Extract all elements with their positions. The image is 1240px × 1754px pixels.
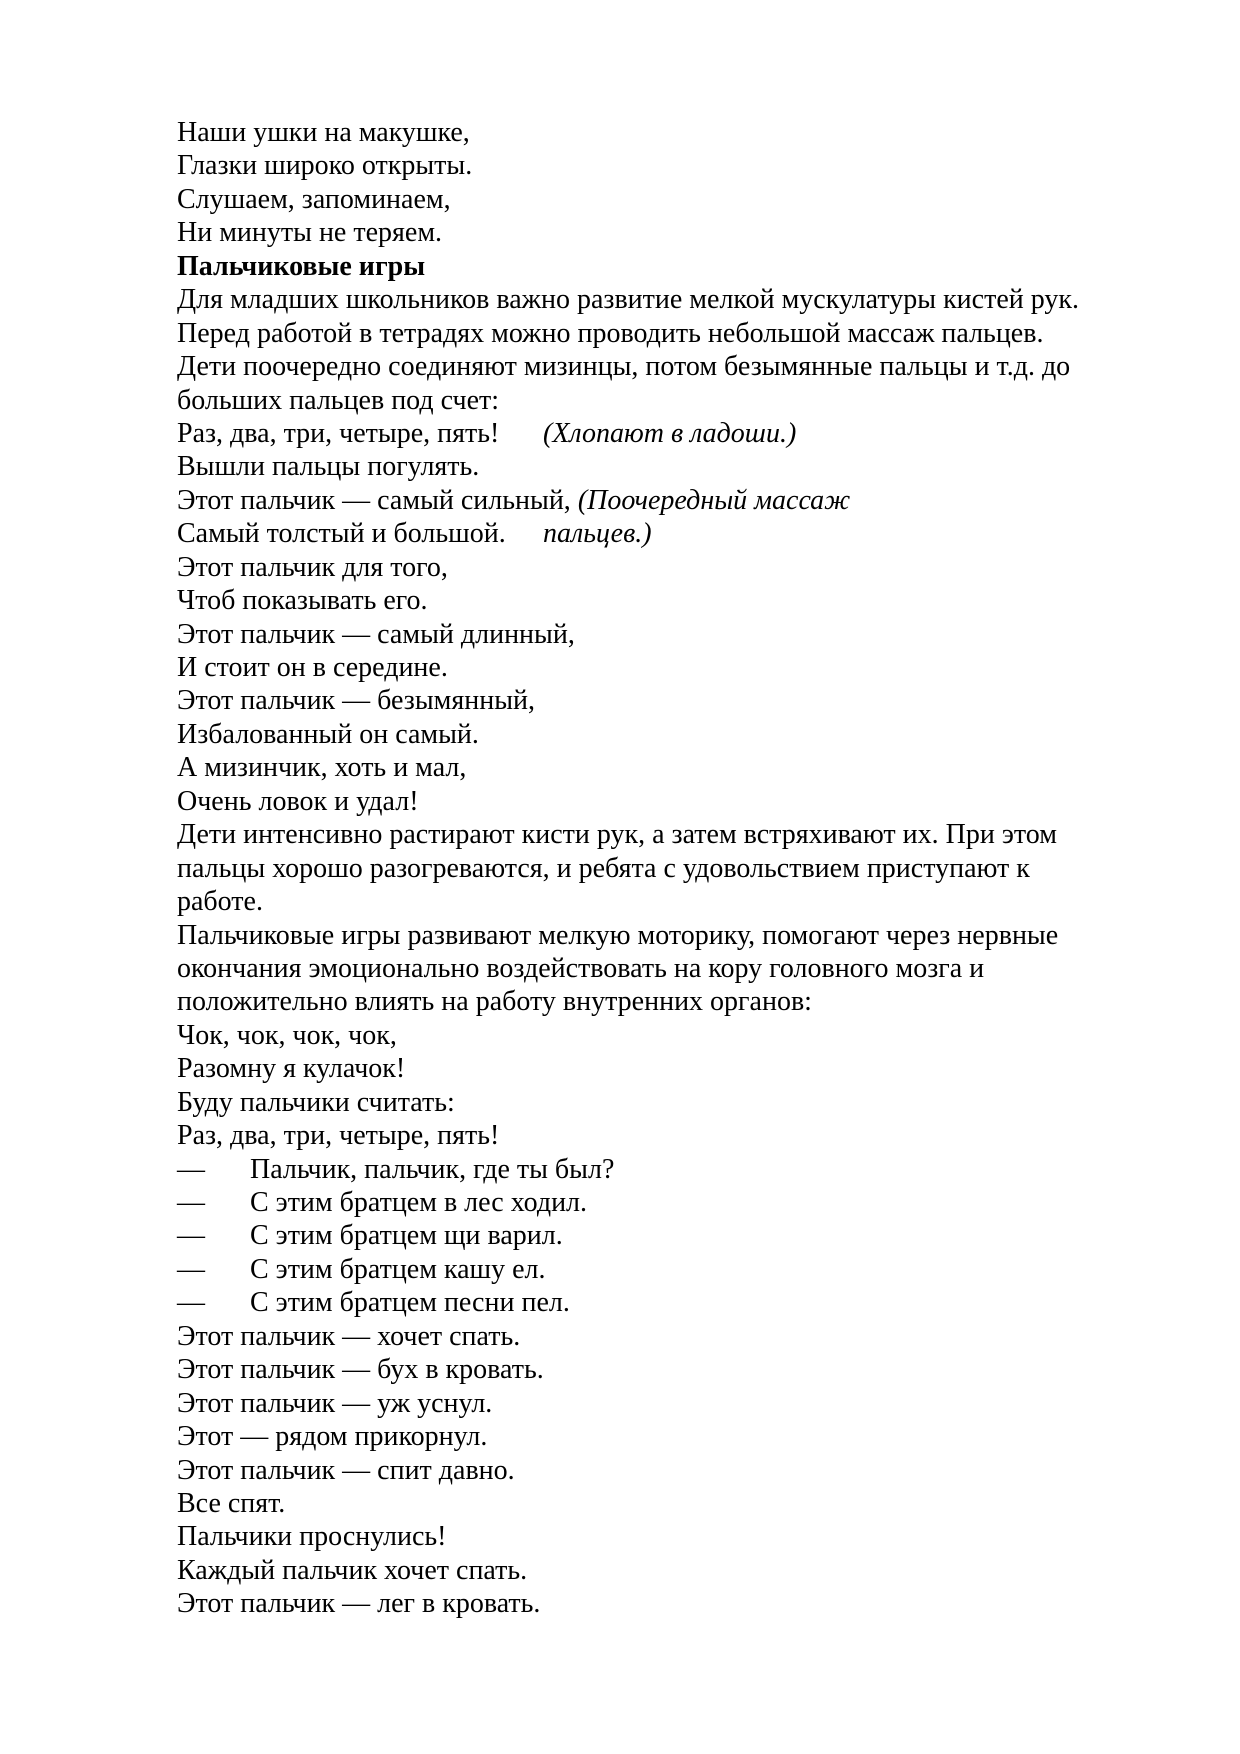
text-line: Очень ловок и удал! [177,785,419,817]
dash-line-text: С этим братцем щи варил. [250,1220,563,1252]
text-line: Раз, два, три, четыре, пять! [177,1120,500,1152]
poem-line-text: Самый толстый и большой. [177,518,506,550]
text-line [177,1253,1107,1286]
dash-line-text: С этим братцем кашу ел. [250,1253,546,1285]
stage-direction: (Поочередный массаж [577,484,851,516]
text-line [177,1219,1107,1252]
text-line [177,1186,1107,1219]
text-line: больших пальцев под счет: [177,384,500,416]
dash-line-text: С этим братцем песни пел. [250,1287,570,1319]
text-line: Буду пальчики считать: [177,1086,455,1118]
text-line: Этот пальчик — безымянный, [177,685,536,717]
poem-line-text: Этот пальчик — самый сильный, [177,484,578,516]
section-heading: Пальчиковые игры [177,250,426,282]
text-line: Этот пальчик — уж уснул. [177,1387,493,1419]
list-dash: — [177,1153,205,1185]
text-line: Разомну я кулачок! [177,1053,406,1085]
text-line: Дети интенсивно растирают кисти рук, а затем встряхивают их. При этом [177,819,1057,851]
text-line: Этот пальчик — лег в кровать. [177,1588,541,1620]
text-line [177,417,1107,450]
text-line: Чок, чок, чок, чок, [177,1019,397,1051]
poem-line-text: Раз, два, три, четыре, пять! [177,417,500,449]
list-dash: — [177,1187,205,1218]
text-line: Пальчиковые игры развивают мелкую моторику, помогают через нервные [177,919,1059,951]
list-dash: — [177,1220,205,1252]
text-line: Пальчики проснулись! [177,1521,447,1553]
list-dash: — [177,1253,205,1285]
text-line: Этот пальчик — спит давно. [177,1454,515,1486]
text-line [177,1153,1107,1186]
text-line: Этот пальчик — бух в кровать. [177,1354,544,1386]
text-line: А мизинчик, хоть и мал, [177,752,467,784]
text-line: Этот пальчик — самый длинный, [177,618,575,650]
text-line: Ни минуты не теряем. [177,217,443,249]
text-line: пальцы хорошо разогреваются, и ребята с удовольствием приступают к [177,852,1030,884]
text-line [177,484,1107,517]
text-line: И стоит он в середине. [177,652,448,683]
text-line: Глазки широко открыты. [177,150,473,182]
dash-line-text: Пальчик, пальчик, где ты был? [250,1153,615,1185]
text-line: Дети поочередно соединяют мизинцы, потом безымянные пальцы и т.д. до [177,351,1071,383]
text-line: Вышли пальцы погулять. [177,451,480,483]
text-line: Наши ушки на макушке, [177,117,470,148]
text-line: Перед работой в тетрадях можно проводить небольшой массаж пальцев. [177,317,1044,349]
text-line: Избалованный он самый. [177,718,479,750]
text-line: Этот — рядом прикорнул. [177,1421,488,1453]
text-line: Этот пальчик для того, [177,551,448,583]
stage-direction: (Хлопают в ладоши.) [543,417,797,449]
text-line [177,1286,1107,1319]
text-line [177,517,1107,550]
text-line: Чтоб показывать его. [177,585,428,617]
text-line: работе. [177,886,263,918]
list-dash: — [177,1287,205,1319]
text-line: Этот пальчик — хочет спать. [177,1320,521,1352]
dash-line-text: С этим братцем в лес ходил. [250,1187,588,1218]
text-line: окончания эмоционально воздействовать на кору головного мозга и [177,952,985,984]
stage-direction: пальцев.) [543,518,652,550]
text-line: Все спят. [177,1487,286,1519]
document-lines [177,116,1107,1621]
text-line: положительно влиять на работу внутренних органов: [177,986,812,1018]
text-line: Каждый пальчик хочет спать. [177,1554,528,1586]
text-line: Для младших школьников важно развитие мелкой мускулатуры кистей рук. [177,284,1079,316]
text-line: Слушаем, запоминаем, [177,183,451,215]
